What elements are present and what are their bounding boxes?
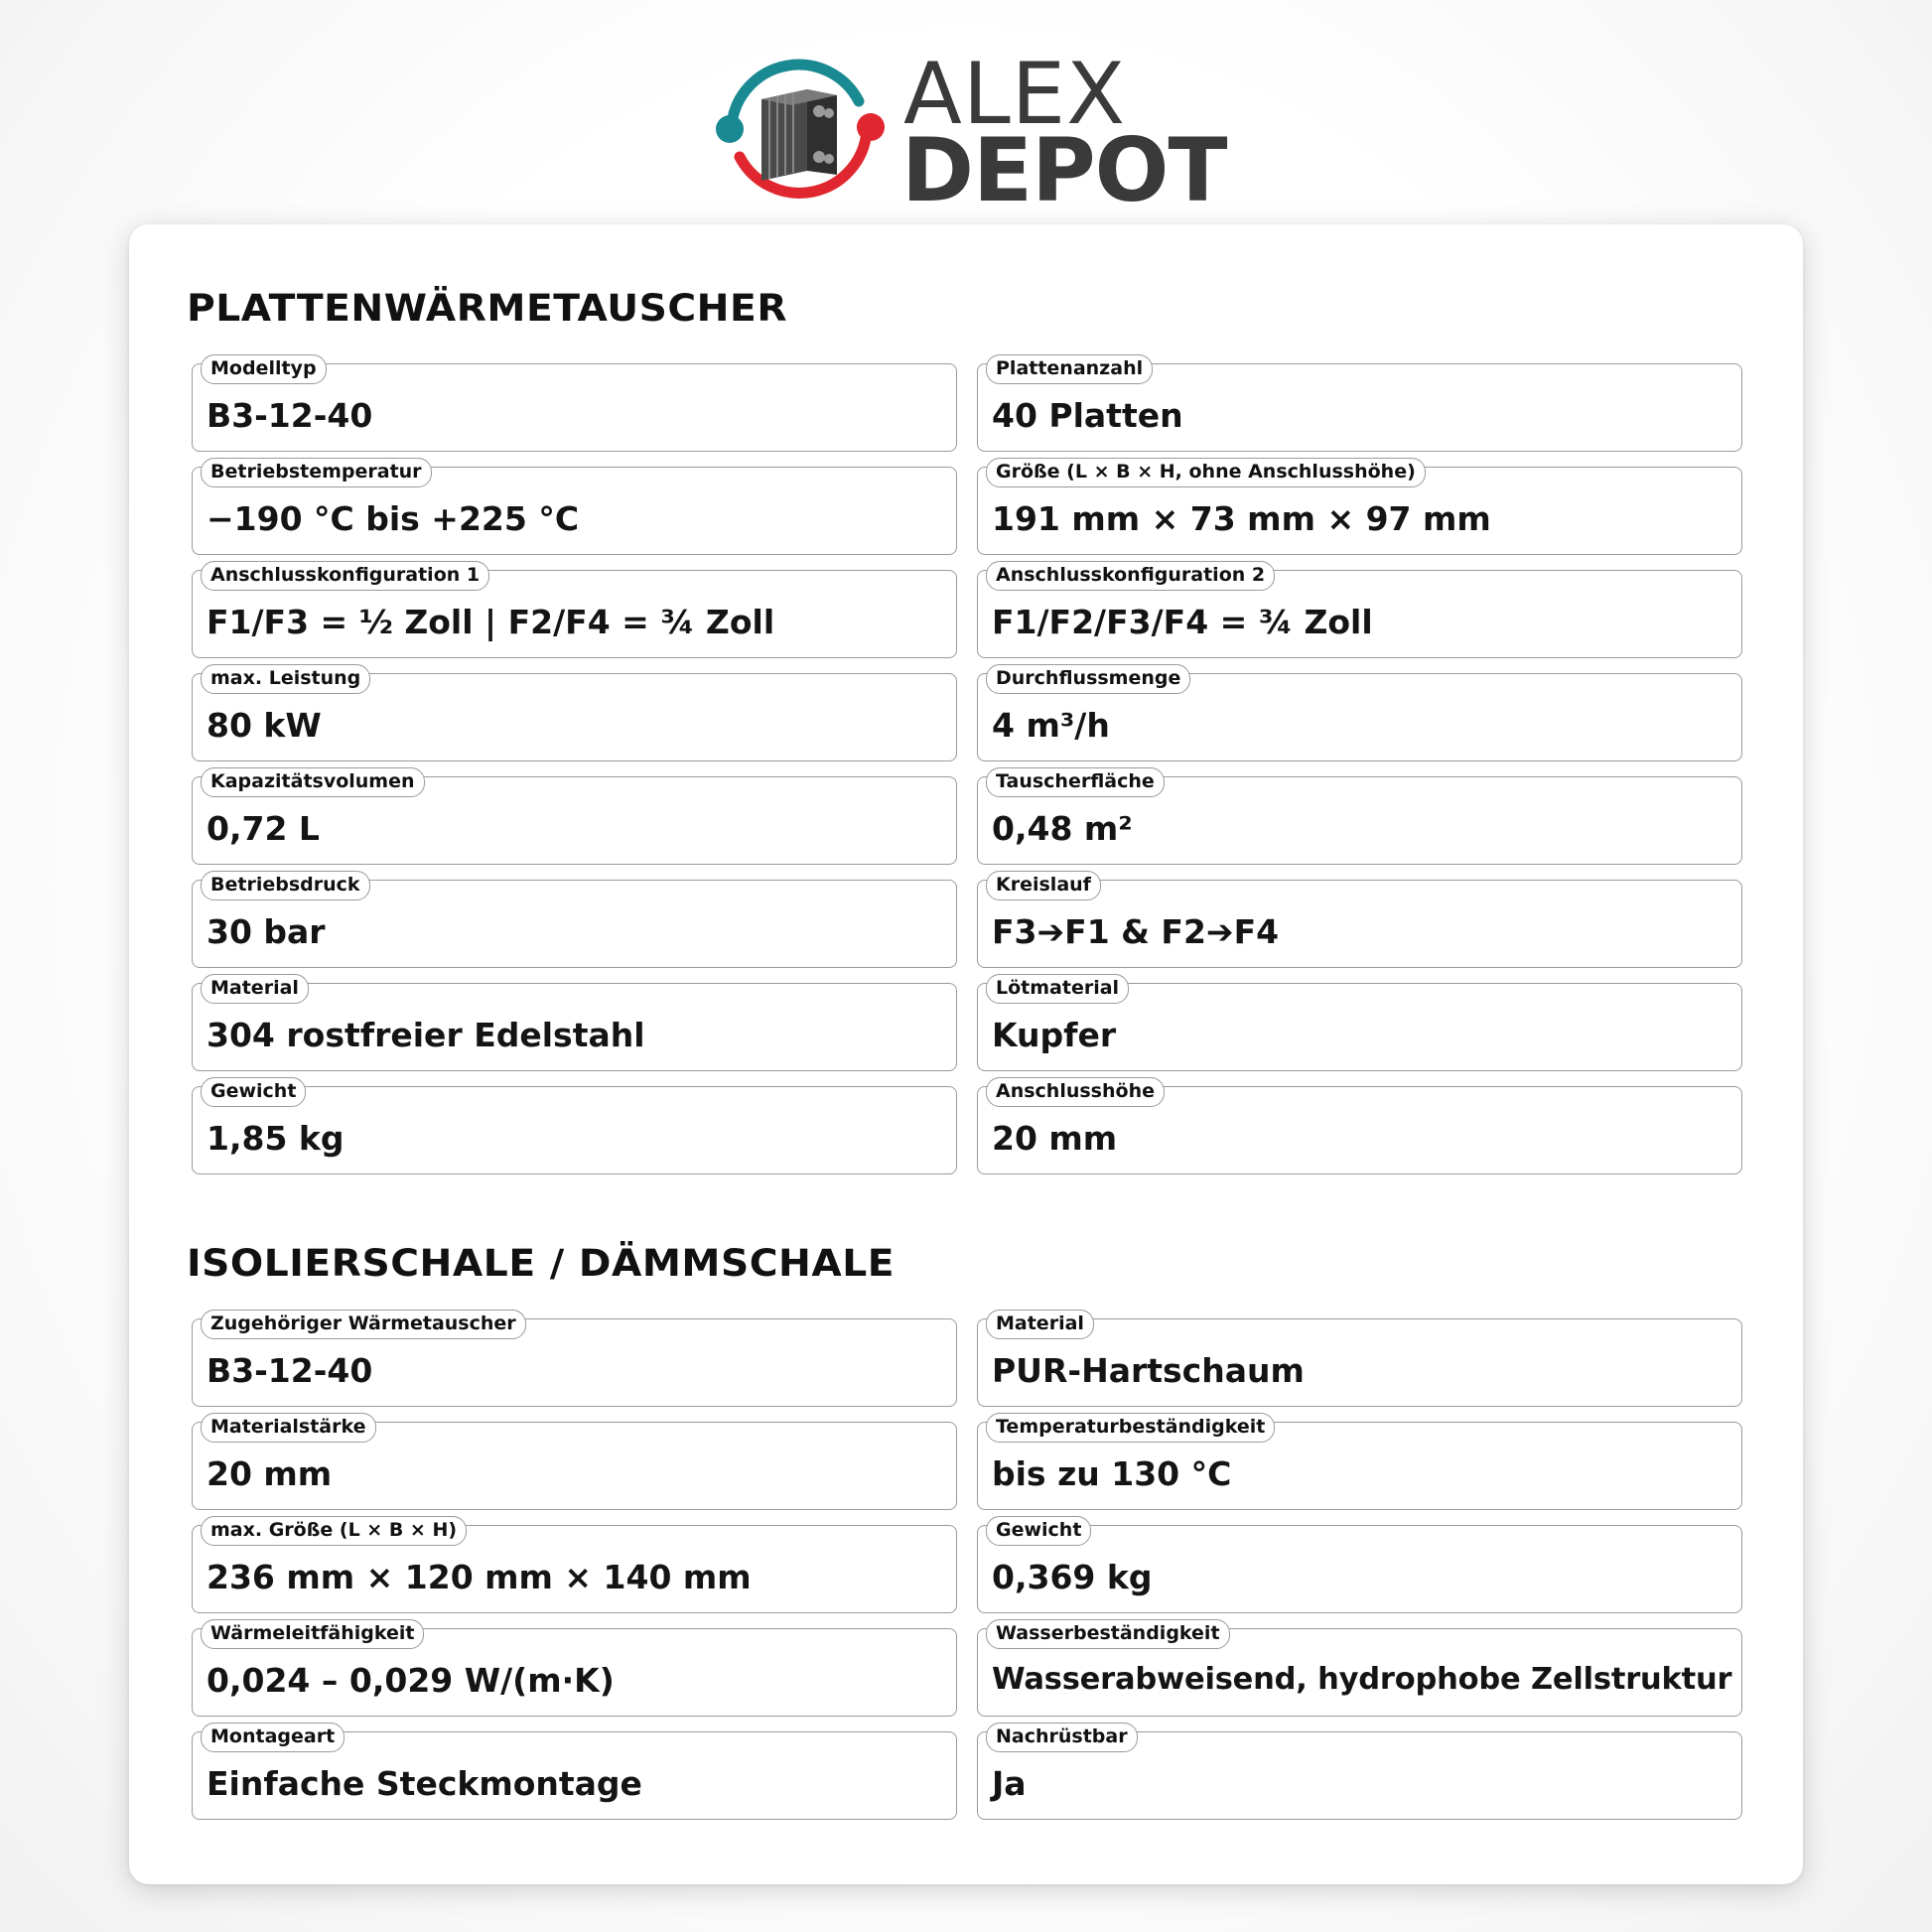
field-label: Durchflussmenge xyxy=(986,664,1190,694)
field-anschlusskonfiguration-2 xyxy=(977,564,1742,658)
field-gewicht xyxy=(192,1080,957,1174)
field-tauscherflaeche xyxy=(977,770,1742,865)
field-label: Plattenanzahl xyxy=(986,354,1153,384)
field-label: Betriebstemperatur xyxy=(201,458,432,487)
field-value: 1,85 kg xyxy=(207,1119,345,1158)
field-value: 20 mm xyxy=(207,1454,333,1493)
field-value: 40 Platten xyxy=(992,396,1183,435)
field-label: Gewicht xyxy=(986,1516,1091,1546)
field-value: F3➔F1 & F2➔F4 xyxy=(992,912,1280,951)
field-montageart xyxy=(192,1725,957,1820)
field-anschlusskonfiguration-1 xyxy=(192,564,957,658)
field-label: Anschlusskonfiguration 1 xyxy=(201,561,489,591)
field-wasserbestaendigkeit xyxy=(977,1622,1742,1717)
field-value: 191 mm × 73 mm × 97 mm xyxy=(992,499,1491,538)
field-label: max. Leistung xyxy=(201,664,370,694)
field-label: Kapazitätsvolumen xyxy=(201,767,425,797)
field-value: 0,72 L xyxy=(207,809,320,848)
field-label: Gewicht xyxy=(201,1077,306,1107)
section-title-isolierschale: ISOLIERSCHALE / DÄMMSCHALE xyxy=(187,1242,896,1285)
field-value: 80 kW xyxy=(207,706,322,745)
field-plattenanzahl xyxy=(977,357,1742,452)
field-label: Anschlusskonfiguration 2 xyxy=(986,561,1275,591)
field-value: 30 bar xyxy=(207,912,326,951)
field-modelltyp xyxy=(192,357,957,452)
field-value: 0,369 kg xyxy=(992,1558,1153,1596)
field-materialstaerke xyxy=(192,1416,957,1510)
field-value: F1/F3 = ½ Zoll | F2/F4 = ¾ Zoll xyxy=(207,603,775,641)
field-label: Material xyxy=(986,1310,1094,1339)
field-label: Materialstärke xyxy=(201,1413,376,1443)
field-value: 20 mm xyxy=(992,1119,1118,1158)
field-material xyxy=(977,1312,1742,1407)
field-betriebstemperatur xyxy=(192,461,957,555)
field-material xyxy=(192,977,957,1071)
field-label: Anschlusshöhe xyxy=(986,1077,1165,1107)
field-label: Material xyxy=(201,974,309,1004)
field-value: 236 mm × 120 mm × 140 mm xyxy=(207,1558,752,1596)
field-label: Kreislauf xyxy=(986,871,1101,900)
field-label: Wasserbeständigkeit xyxy=(986,1619,1230,1649)
field-label: Größe (L × B × H, ohne Anschlusshöhe) xyxy=(986,458,1426,487)
field-value: −190 °C bis +225 °C xyxy=(207,499,580,538)
field-nachruestbar xyxy=(977,1725,1742,1820)
field-value: F1/F2/F3/F4 = ¾ Zoll xyxy=(992,603,1373,641)
field-label: Nachrüstbar xyxy=(986,1723,1138,1752)
heat-exchanger-logo-icon xyxy=(710,50,889,208)
spec-grid-isolierschale xyxy=(192,1312,1742,1820)
brand-word-depot: DEPOT xyxy=(901,119,1227,221)
field-label: Zugehöriger Wärmetauscher xyxy=(201,1310,526,1339)
section-title-plattenwaermetauscher: PLATTENWÄRMETAUSCHER xyxy=(187,287,788,330)
field-value: B3-12-40 xyxy=(207,396,373,435)
field-durchflussmenge xyxy=(977,667,1742,761)
field-value: 304 rostfreier Edelstahl xyxy=(207,1016,645,1054)
field-waermeleitfaehigkeit xyxy=(192,1622,957,1717)
field-label: Montageart xyxy=(201,1723,345,1752)
field-label: max. Größe (L × B × H) xyxy=(201,1516,467,1546)
field-value: 4 m³/h xyxy=(992,706,1110,745)
field-kreislauf xyxy=(977,874,1742,968)
field-value: Wasserabweisend, hydrophobe Zellstruktur xyxy=(992,1662,1732,1697)
field-value: PUR-Hartschaum xyxy=(992,1351,1305,1390)
field-label: Temperaturbeständigkeit xyxy=(986,1413,1275,1443)
field-value: Einfache Steckmontage xyxy=(207,1764,642,1803)
field-zugehoeriger-waermetauscher xyxy=(192,1312,957,1407)
field-groesse xyxy=(977,461,1742,555)
field-label: Modelltyp xyxy=(201,354,327,384)
field-max-groesse xyxy=(192,1519,957,1613)
brand-logo xyxy=(710,45,1227,221)
spec-grid-plattenwaermetauscher xyxy=(192,357,1742,1174)
field-betriebsdruck xyxy=(192,874,957,968)
field-label: Betriebsdruck xyxy=(201,871,370,900)
spec-card xyxy=(129,224,1803,1884)
field-value: Kupfer xyxy=(992,1016,1117,1054)
field-label: Wärmeleitfähigkeit xyxy=(201,1619,424,1649)
field-value: Ja xyxy=(992,1764,1027,1803)
field-value: 0,024 – 0,029 W/(m·K) xyxy=(207,1661,615,1700)
brand-word-alex: ALEX xyxy=(903,45,1126,144)
field-anschlusshoehe xyxy=(977,1080,1742,1174)
field-value: 0,48 m² xyxy=(992,809,1133,848)
field-loetmaterial xyxy=(977,977,1742,1071)
field-kapazitaetsvolumen xyxy=(192,770,957,865)
field-gewicht xyxy=(977,1519,1742,1613)
field-value: bis zu 130 °C xyxy=(992,1454,1232,1493)
field-temperaturbestaendigkeit xyxy=(977,1416,1742,1510)
field-label: Tauscherfläche xyxy=(986,767,1165,797)
field-value: B3-12-40 xyxy=(207,1351,373,1390)
field-max-leistung xyxy=(192,667,957,761)
field-label: Lötmaterial xyxy=(986,974,1129,1004)
